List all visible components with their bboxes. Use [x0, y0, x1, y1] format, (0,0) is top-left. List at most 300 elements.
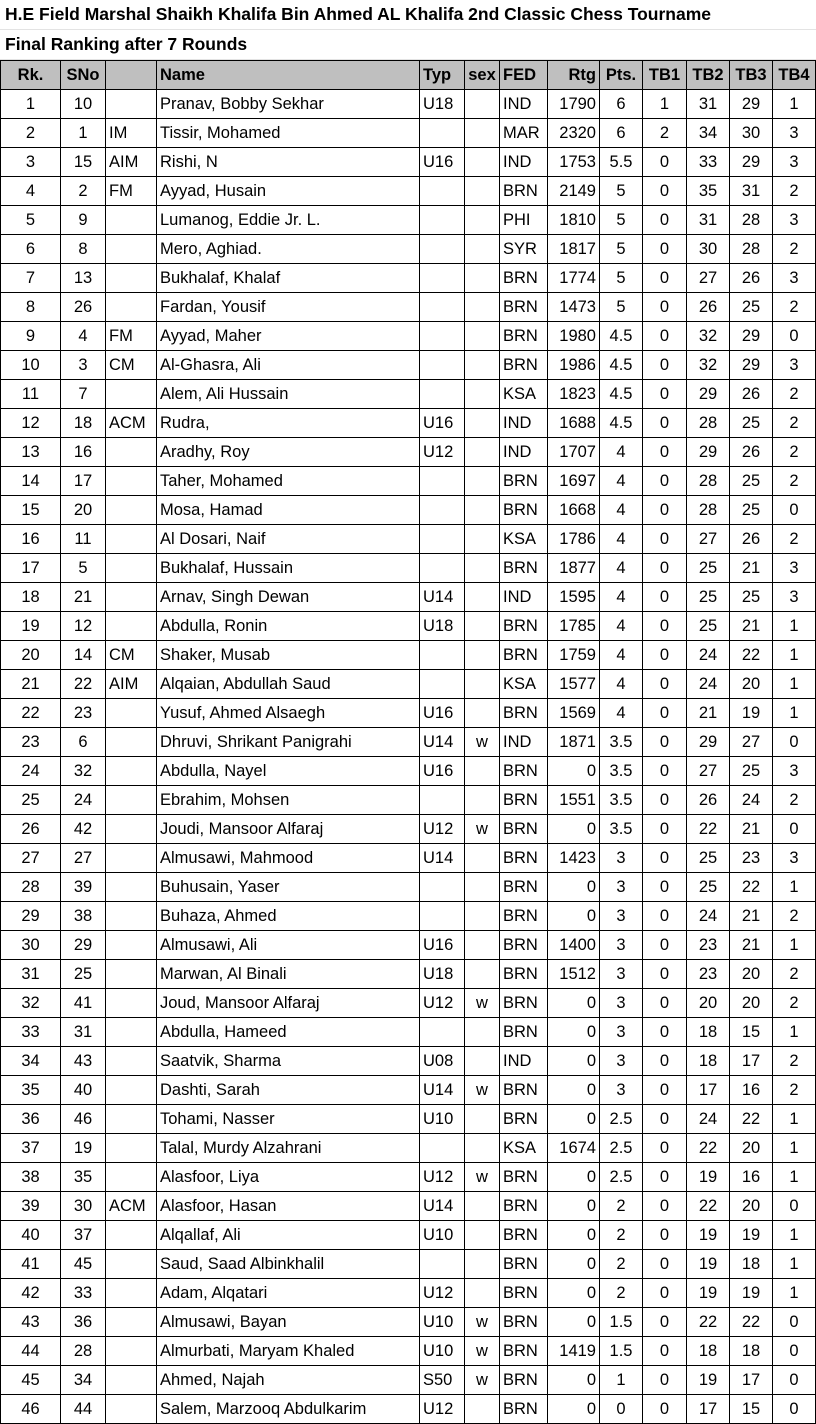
cell-sno: 38: [61, 902, 106, 931]
cell-sex: [465, 119, 500, 148]
cell-tb1: 0: [643, 612, 687, 641]
cell-tb3: 28: [730, 206, 773, 235]
cell-rank: 27: [1, 844, 61, 873]
cell-rank: 23: [1, 728, 61, 757]
cell-title: [106, 786, 157, 815]
cell-sex: w: [465, 989, 500, 1018]
cell-typ: U16: [420, 699, 465, 728]
cell-title: [106, 989, 157, 1018]
cell-tb4: 1: [773, 873, 816, 902]
cell-tb4: 3: [773, 554, 816, 583]
table-row: [1, 1395, 816, 1424]
cell-tb2: 32: [687, 322, 730, 351]
cell-pts: 2.5: [600, 1105, 643, 1134]
cell-name: Ayyad, Maher: [157, 322, 420, 351]
cell-fed: KSA: [500, 670, 548, 699]
cell-pts: 2.5: [600, 1163, 643, 1192]
cell-fed: BRN: [500, 1337, 548, 1366]
cell-pts: 3.5: [600, 728, 643, 757]
cell-tb1: 0: [643, 206, 687, 235]
cell-name: Joud, Mansoor Alfaraj: [157, 989, 420, 1018]
cell-typ: U18: [420, 612, 465, 641]
cell-rtg: 1753: [548, 148, 600, 177]
cell-rtg: 0: [548, 902, 600, 931]
cell-tb1: 0: [643, 293, 687, 322]
cell-rank: 21: [1, 670, 61, 699]
cell-tb2: 25: [687, 583, 730, 612]
cell-tb2: 19: [687, 1163, 730, 1192]
cell-sex: [465, 177, 500, 206]
cell-rank: 16: [1, 525, 61, 554]
cell-tb4: 2: [773, 235, 816, 264]
cell-sex: [465, 467, 500, 496]
cell-tb3: 26: [730, 525, 773, 554]
cell-rtg: 1817: [548, 235, 600, 264]
cell-pts: 4.5: [600, 351, 643, 380]
cell-typ: S50: [420, 1366, 465, 1395]
table-row: [1, 960, 816, 989]
cell-tb1: 0: [643, 496, 687, 525]
cell-rank: 33: [1, 1018, 61, 1047]
cell-tb2: 21: [687, 699, 730, 728]
cell-fed: BRN: [500, 1105, 548, 1134]
table-row: [1, 1163, 816, 1192]
cell-title: CM: [106, 351, 157, 380]
cell-typ: U10: [420, 1105, 465, 1134]
cell-sex: [465, 148, 500, 177]
cell-tb2: 19: [687, 1279, 730, 1308]
cell-sex: w: [465, 1337, 500, 1366]
cell-title: [106, 873, 157, 902]
cell-tb2: 22: [687, 1192, 730, 1221]
cell-fed: BRN: [500, 1308, 548, 1337]
cell-rtg: 0: [548, 1047, 600, 1076]
cell-title: [106, 1279, 157, 1308]
cell-title: ACM: [106, 409, 157, 438]
cell-rank: 13: [1, 438, 61, 467]
column-header-sex: sex: [465, 61, 500, 90]
cell-tb1: 0: [643, 757, 687, 786]
cell-tb1: 0: [643, 989, 687, 1018]
cell-pts: 3: [600, 931, 643, 960]
cell-sno: 46: [61, 1105, 106, 1134]
cell-rank: 46: [1, 1395, 61, 1424]
cell-typ: U10: [420, 1337, 465, 1366]
cell-tb2: 28: [687, 409, 730, 438]
cell-rtg: 1569: [548, 699, 600, 728]
cell-sex: [465, 1221, 500, 1250]
cell-pts: 3: [600, 1047, 643, 1076]
cell-fed: BRN: [500, 293, 548, 322]
cell-sex: [465, 1192, 500, 1221]
cell-pts: 4: [600, 612, 643, 641]
cell-tb1: 0: [643, 438, 687, 467]
cell-name: Almurbati, Maryam Khaled: [157, 1337, 420, 1366]
cell-sno: 16: [61, 438, 106, 467]
table-row: [1, 554, 816, 583]
cell-pts: 6: [600, 90, 643, 119]
cell-sex: [465, 409, 500, 438]
cell-tb1: 0: [643, 931, 687, 960]
cell-tb4: 2: [773, 1076, 816, 1105]
cell-rank: 41: [1, 1250, 61, 1279]
cell-name: Alem, Ali Hussain: [157, 380, 420, 409]
cell-name: Tissir, Mohamed: [157, 119, 420, 148]
cell-rank: 36: [1, 1105, 61, 1134]
cell-name: Mero, Aghiad.: [157, 235, 420, 264]
cell-typ: U14: [420, 1076, 465, 1105]
cell-tb1: 0: [643, 786, 687, 815]
cell-tb3: 21: [730, 931, 773, 960]
cell-sex: [465, 873, 500, 902]
cell-sex: [465, 1279, 500, 1308]
cell-sno: 28: [61, 1337, 106, 1366]
table-row: [1, 931, 816, 960]
cell-sno: 12: [61, 612, 106, 641]
column-header-rank: Rk.: [1, 61, 61, 90]
cell-tb2: 17: [687, 1395, 730, 1424]
cell-tb3: 24: [730, 786, 773, 815]
cell-rank: 2: [1, 119, 61, 148]
cell-tb4: 0: [773, 1366, 816, 1395]
cell-rtg: 0: [548, 873, 600, 902]
cell-sno: 11: [61, 525, 106, 554]
cell-name: Saud, Saad Albinkhalil: [157, 1250, 420, 1279]
cell-tb4: 0: [773, 496, 816, 525]
cell-fed: BRN: [500, 1221, 548, 1250]
cell-rtg: 1707: [548, 438, 600, 467]
cell-rtg: 1595: [548, 583, 600, 612]
cell-tb3: 22: [730, 1308, 773, 1337]
column-header-fed: FED: [500, 61, 548, 90]
cell-tb3: 22: [730, 873, 773, 902]
cell-tb2: 29: [687, 728, 730, 757]
cell-tb3: 29: [730, 90, 773, 119]
cell-fed: IND: [500, 1047, 548, 1076]
cell-sno: 30: [61, 1192, 106, 1221]
cell-rtg: 0: [548, 1105, 600, 1134]
cell-name: Saatvik, Sharma: [157, 1047, 420, 1076]
cell-sno: 39: [61, 873, 106, 902]
column-header-tb3: TB3: [730, 61, 773, 90]
cell-name: Shaker, Musab: [157, 641, 420, 670]
table-row: [1, 177, 816, 206]
cell-rank: 22: [1, 699, 61, 728]
cell-tb2: 31: [687, 90, 730, 119]
tournament-title: H.E Field Marshal Shaikh Khalifa Bin Ahmed AL Khalifa 2nd Classic Chess Tourname: [0, 0, 816, 30]
cell-pts: 5: [600, 206, 643, 235]
cell-rtg: 0: [548, 1395, 600, 1424]
cell-rank: 38: [1, 1163, 61, 1192]
cell-rank: 20: [1, 641, 61, 670]
cell-fed: IND: [500, 90, 548, 119]
cell-tb4: 0: [773, 728, 816, 757]
cell-tb1: 0: [643, 525, 687, 554]
cell-rtg: 1423: [548, 844, 600, 873]
cell-tb4: 2: [773, 293, 816, 322]
cell-sex: [465, 670, 500, 699]
cell-name: Abdulla, Hameed: [157, 1018, 420, 1047]
cell-sex: [465, 322, 500, 351]
cell-tb1: 0: [643, 844, 687, 873]
cell-tb4: 3: [773, 757, 816, 786]
cell-tb1: 0: [643, 264, 687, 293]
cell-typ: [420, 1250, 465, 1279]
cell-sno: 45: [61, 1250, 106, 1279]
cell-rtg: 0: [548, 1366, 600, 1395]
cell-sno: 22: [61, 670, 106, 699]
cell-typ: U14: [420, 1192, 465, 1221]
cell-rank: 19: [1, 612, 61, 641]
cell-rtg: 1419: [548, 1337, 600, 1366]
cell-tb1: 0: [643, 467, 687, 496]
cell-sno: 26: [61, 293, 106, 322]
cell-title: [106, 525, 157, 554]
cell-tb3: 21: [730, 815, 773, 844]
table-row: [1, 1018, 816, 1047]
cell-typ: [420, 525, 465, 554]
cell-tb2: 31: [687, 206, 730, 235]
cell-tb3: 26: [730, 438, 773, 467]
cell-pts: 6: [600, 119, 643, 148]
table-row: [1, 206, 816, 235]
cell-fed: BRN: [500, 989, 548, 1018]
cell-tb2: 19: [687, 1221, 730, 1250]
cell-sno: 13: [61, 264, 106, 293]
cell-tb1: 0: [643, 670, 687, 699]
cell-tb1: 0: [643, 1279, 687, 1308]
cell-rtg: 0: [548, 1163, 600, 1192]
cell-typ: U12: [420, 1395, 465, 1424]
cell-tb1: 0: [643, 1192, 687, 1221]
cell-sno: 31: [61, 1018, 106, 1047]
cell-tb3: 30: [730, 119, 773, 148]
table-row: [1, 1279, 816, 1308]
cell-fed: BRN: [500, 786, 548, 815]
cell-rank: 12: [1, 409, 61, 438]
cell-sex: w: [465, 728, 500, 757]
cell-tb3: 26: [730, 264, 773, 293]
cell-name: Lumanog, Eddie Jr. L.: [157, 206, 420, 235]
cell-tb1: 0: [643, 1076, 687, 1105]
table-row: [1, 1105, 816, 1134]
cell-sno: 19: [61, 1134, 106, 1163]
cell-tb2: 17: [687, 1076, 730, 1105]
cell-title: [106, 728, 157, 757]
cell-pts: 4: [600, 496, 643, 525]
cell-sno: 24: [61, 786, 106, 815]
cell-pts: 4: [600, 670, 643, 699]
cell-rtg: 1871: [548, 728, 600, 757]
cell-sex: [465, 293, 500, 322]
cell-title: [106, 1163, 157, 1192]
cell-tb2: 29: [687, 380, 730, 409]
cell-name: Dashti, Sarah: [157, 1076, 420, 1105]
cell-typ: [420, 496, 465, 525]
cell-rank: 40: [1, 1221, 61, 1250]
cell-tb4: 2: [773, 960, 816, 989]
cell-fed: BRN: [500, 757, 548, 786]
cell-name: Dhruvi, Shrikant Panigrahi: [157, 728, 420, 757]
cell-sex: [465, 1134, 500, 1163]
cell-pts: 5: [600, 177, 643, 206]
cell-name: Alqaian, Abdullah Saud: [157, 670, 420, 699]
cell-tb2: 19: [687, 1250, 730, 1279]
cell-rank: 45: [1, 1366, 61, 1395]
cell-typ: U12: [420, 438, 465, 467]
cell-sno: 4: [61, 322, 106, 351]
cell-typ: [420, 206, 465, 235]
cell-rank: 39: [1, 1192, 61, 1221]
cell-rtg: 0: [548, 1018, 600, 1047]
table-row: [1, 728, 816, 757]
column-header-name: Name: [157, 61, 420, 90]
cell-typ: U14: [420, 844, 465, 873]
cell-name: Buhusain, Yaser: [157, 873, 420, 902]
cell-tb4: 3: [773, 148, 816, 177]
cell-sno: 43: [61, 1047, 106, 1076]
cell-name: Aradhy, Roy: [157, 438, 420, 467]
cell-name: Abdulla, Ronin: [157, 612, 420, 641]
cell-typ: [420, 380, 465, 409]
cell-sno: 23: [61, 699, 106, 728]
cell-sex: w: [465, 1076, 500, 1105]
cell-rtg: 0: [548, 1250, 600, 1279]
cell-tb2: 27: [687, 525, 730, 554]
cell-pts: 5.5: [600, 148, 643, 177]
cell-sex: [465, 844, 500, 873]
column-header-sno: SNo: [61, 61, 106, 90]
cell-tb3: 15: [730, 1395, 773, 1424]
cell-typ: U18: [420, 960, 465, 989]
cell-fed: BRN: [500, 1163, 548, 1192]
cell-fed: BRN: [500, 1018, 548, 1047]
cell-fed: BRN: [500, 873, 548, 902]
cell-fed: BRN: [500, 931, 548, 960]
cell-title: [106, 438, 157, 467]
cell-name: Talal, Murdy Alzahrani: [157, 1134, 420, 1163]
cell-pts: 3: [600, 902, 643, 931]
cell-tb2: 23: [687, 960, 730, 989]
cell-tb4: 1: [773, 1105, 816, 1134]
cell-tb4: 2: [773, 1047, 816, 1076]
cell-tb4: 1: [773, 1250, 816, 1279]
cell-tb4: 0: [773, 1395, 816, 1424]
cell-tb4: 2: [773, 786, 816, 815]
cell-title: [106, 235, 157, 264]
table-row: [1, 1076, 816, 1105]
cell-sex: [465, 902, 500, 931]
cell-tb1: 0: [643, 873, 687, 902]
cell-tb1: 0: [643, 1366, 687, 1395]
table-row: [1, 699, 816, 728]
cell-rank: 25: [1, 786, 61, 815]
cell-title: [106, 1018, 157, 1047]
cell-rtg: 1759: [548, 641, 600, 670]
cell-pts: 3: [600, 1076, 643, 1105]
cell-fed: BRN: [500, 815, 548, 844]
cell-tb2: 28: [687, 496, 730, 525]
table-row: [1, 641, 816, 670]
cell-tb4: 1: [773, 90, 816, 119]
cell-tb3: 18: [730, 1250, 773, 1279]
cell-sex: [465, 1047, 500, 1076]
cell-sex: [465, 757, 500, 786]
cell-tb1: 0: [643, 1105, 687, 1134]
cell-sex: [465, 931, 500, 960]
table-row: [1, 670, 816, 699]
cell-rank: 43: [1, 1308, 61, 1337]
cell-sno: 33: [61, 1279, 106, 1308]
cell-fed: IND: [500, 438, 548, 467]
cell-tb4: 1: [773, 699, 816, 728]
cell-typ: U16: [420, 931, 465, 960]
cell-tb4: 1: [773, 670, 816, 699]
cell-sno: 40: [61, 1076, 106, 1105]
cell-title: FM: [106, 177, 157, 206]
cell-tb1: 0: [643, 1221, 687, 1250]
cell-pts: 3: [600, 960, 643, 989]
cell-fed: BRN: [500, 1395, 548, 1424]
cell-rank: 37: [1, 1134, 61, 1163]
cell-tb3: 21: [730, 902, 773, 931]
column-header-tb1: TB1: [643, 61, 687, 90]
cell-sno: 7: [61, 380, 106, 409]
cell-typ: [420, 873, 465, 902]
cell-rank: 1: [1, 90, 61, 119]
cell-tb3: 20: [730, 1192, 773, 1221]
cell-sex: w: [465, 815, 500, 844]
cell-tb3: 17: [730, 1047, 773, 1076]
cell-sno: 29: [61, 931, 106, 960]
column-header-tb4: TB4: [773, 61, 816, 90]
cell-sno: 25: [61, 960, 106, 989]
table-row: [1, 873, 816, 902]
cell-sno: 20: [61, 496, 106, 525]
cell-fed: BRN: [500, 177, 548, 206]
cell-sex: w: [465, 1366, 500, 1395]
cell-name: Bukhalaf, Hussain: [157, 554, 420, 583]
cell-typ: U10: [420, 1308, 465, 1337]
cell-pts: 4: [600, 699, 643, 728]
table-row: [1, 148, 816, 177]
cell-name: Salem, Marzooq Abdulkarim: [157, 1395, 420, 1424]
cell-rtg: 1785: [548, 612, 600, 641]
cell-fed: IND: [500, 728, 548, 757]
cell-sex: [465, 554, 500, 583]
cell-title: [106, 815, 157, 844]
cell-title: [106, 1337, 157, 1366]
cell-tb1: 0: [643, 1250, 687, 1279]
cell-typ: [420, 293, 465, 322]
cell-tb3: 23: [730, 844, 773, 873]
cell-fed: BRN: [500, 554, 548, 583]
cell-tb3: 21: [730, 612, 773, 641]
cell-pts: 4: [600, 525, 643, 554]
cell-rank: 11: [1, 380, 61, 409]
cell-pts: 3: [600, 873, 643, 902]
cell-fed: BRN: [500, 322, 548, 351]
cell-fed: BRN: [500, 496, 548, 525]
cell-tb2: 24: [687, 902, 730, 931]
cell-tb4: 1: [773, 1279, 816, 1308]
cell-title: [106, 1395, 157, 1424]
cell-tb3: 20: [730, 960, 773, 989]
cell-fed: BRN: [500, 1279, 548, 1308]
cell-tb4: 3: [773, 583, 816, 612]
cell-title: [106, 757, 157, 786]
cell-fed: BRN: [500, 902, 548, 931]
